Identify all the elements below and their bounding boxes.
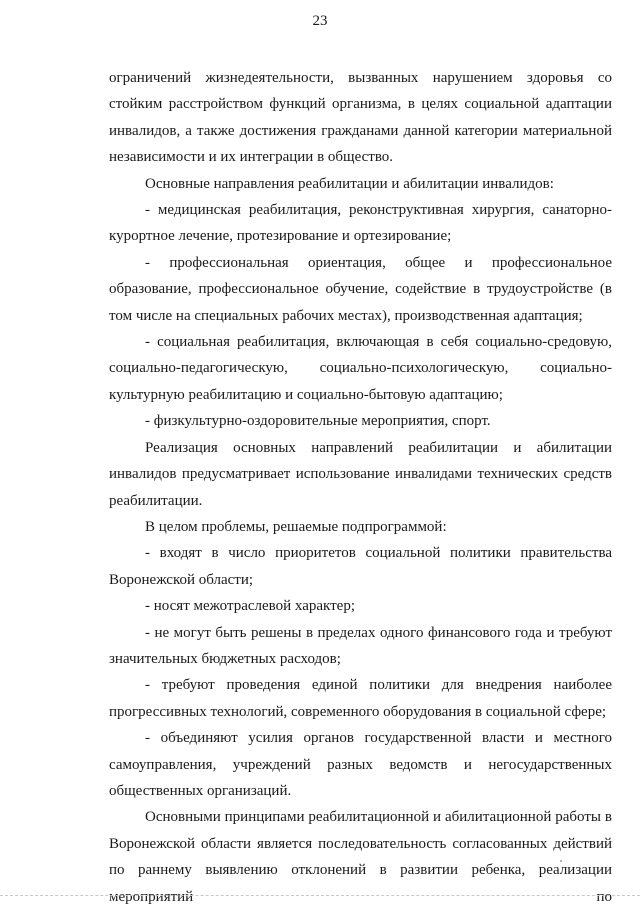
list-item-unified-policy: - требуют проведения единой политики для внедрения наиболее прогрессивных технологий, современного оборудования в социальной сфере; xyxy=(109,677,612,720)
list-item-budget: - не могут быть решены в пределах одного финансового года и требуют значительных бюджетных расходов; xyxy=(109,624,612,667)
paragraph-continuation: ограничений жизнедеятельности, вызванных нарушением здоровья со стойким расстройством функций организма, в целях социальной адаптации инвалидов, а также достижения гражданами данной категории материальной независимости и их интеграции в общество. xyxy=(109,70,612,166)
page-bottom-edge xyxy=(0,895,640,896)
list-item-sport: - физкультурно-оздоровительные мероприятия, спорт. xyxy=(145,413,491,430)
document-body xyxy=(109,65,612,910)
list-item-medical-rehabilitation: - медицинская реабилитация, реконструктивная хирургия, санаторно-курортное лечение, протезирование и ортезирование; xyxy=(109,202,612,245)
paragraph-principles: Основными принципами реабилитационной и абилитационной работы в Воронежской области является последовательность согласованных действий по раннему выявлению отклонений в развитии ребенка, реализации мероприятий по xyxy=(109,809,612,905)
list-item-priorities: - входят в число приоритетов социальной политики правительства Воронежской области; xyxy=(109,545,612,588)
list-item-intersectoral: - носят межотраслевой характер; xyxy=(145,598,355,615)
list-item-combined-efforts: - объединяют усилия органов государственной власти и местного самоуправления, учреждений разных ведомств и негосударственных общественных организаций. xyxy=(109,730,612,799)
page-number: 23 xyxy=(312,13,328,29)
paragraph-directions-heading: Основные направления реабилитации и абилитации инвалидов: xyxy=(145,175,554,192)
paragraph-technical-means: Реализация основных направлений реабилитации и абилитации инвалидов предусматривает использование инвалидами технических средств реабилитации. xyxy=(109,439,612,509)
paragraph-problems-heading: В целом проблемы, решаемые подпрограммой: xyxy=(145,518,447,535)
scan-speck xyxy=(560,860,562,862)
list-item-professional-orientation: - профессиональная ориентация, общее и профессиональное образование, профессиональное обучение, содействие в трудоустройстве (в том числе на специальных рабочих местах), производственная адаптация; xyxy=(109,254,612,324)
list-item-social-rehabilitation: - социальная реабилитация, включающая в себя социально-средовую, социально-педагогическую, социально-психологическую, социально-культурную реабилитацию и социально-бытовую адаптацию; xyxy=(109,334,612,403)
